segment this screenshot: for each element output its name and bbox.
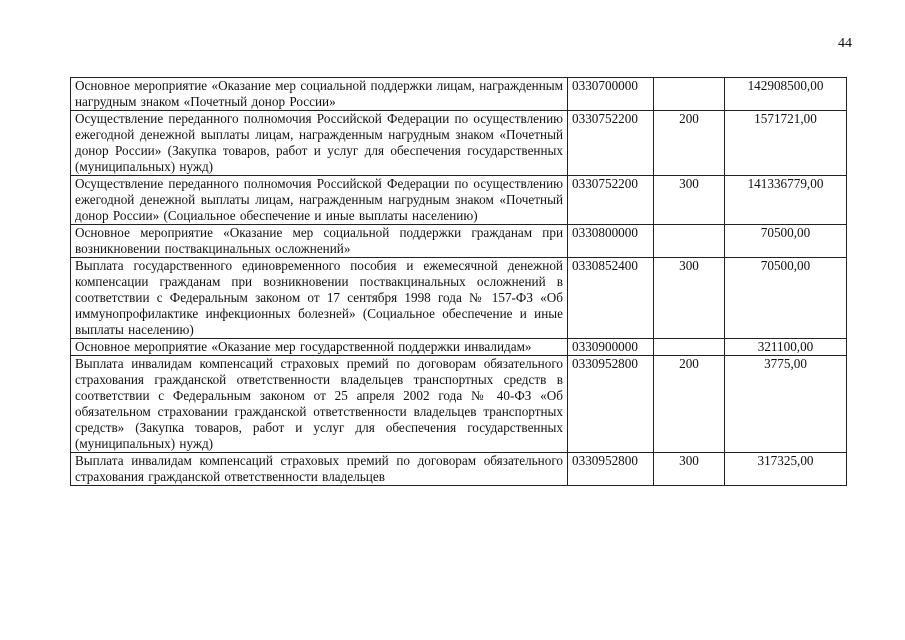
row-name-cell: Выплата государственного единовременного пособия и ежемесячной денежной компенсации гражданам при возникновении поствакцинальных осложнений в соответствии с Федеральным законом от 17 сентября 1998 года № 157-ФЗ «Об иммунопрофилактике инфекционных болезней» (Социальное обеспечение и иные выплаты населению) — [71, 258, 568, 339]
row-code-cell: 0330700000 — [568, 78, 654, 111]
row-type-cell — [654, 225, 725, 258]
row-code-cell: 0330752200 — [568, 111, 654, 176]
row-type-cell — [654, 339, 725, 356]
table-row — [71, 225, 847, 258]
table-row — [71, 339, 847, 356]
row-code-cell: 0330952800 — [568, 453, 654, 486]
page-number: 44 — [838, 36, 852, 51]
row-type-cell: 300 — [654, 453, 725, 486]
row-code-cell: 0330852400 — [568, 258, 654, 339]
row-name-cell: Основное мероприятие «Оказание мер государственной поддержки инвалидам» — [71, 339, 568, 356]
budget-table — [70, 77, 847, 486]
table-row — [71, 111, 847, 176]
row-amount-cell: 141336779,00 — [725, 176, 847, 225]
row-code-cell: 0330952800 — [568, 356, 654, 453]
row-type-cell: 200 — [654, 111, 725, 176]
row-amount-cell: 70500,00 — [725, 225, 847, 258]
row-type-cell: 300 — [654, 258, 725, 339]
row-name-cell: Выплата инвалидам компенсаций страховых премий по договорам обязательного страхования гражданской ответственности владельцев транспортных средств в соответствии с Федеральным законом от 25 апреля 2002 года № 40-ФЗ «Об обязательном страховании гражданской ответственности владельцев транспортных средств» (Закупка товаров, работ и услуг для обеспечения государственных (муниципальных) нужд) — [71, 356, 568, 453]
row-amount-cell: 317325,00 — [725, 453, 847, 486]
row-code-cell: 0330900000 — [568, 339, 654, 356]
row-amount-cell: 321100,00 — [725, 339, 847, 356]
row-name-cell: Выплата инвалидам компенсаций страховых премий по договорам обязательного страхования гражданской ответственности владельцев — [71, 453, 568, 486]
table-row — [71, 78, 847, 111]
row-amount-cell: 3775,00 — [725, 356, 847, 453]
row-amount-cell: 142908500,00 — [725, 78, 847, 111]
table-row — [71, 356, 847, 453]
row-amount-cell: 70500,00 — [725, 258, 847, 339]
table-row — [71, 176, 847, 225]
row-type-cell: 200 — [654, 356, 725, 453]
row-code-cell: 0330752200 — [568, 176, 654, 225]
row-name-cell: Осуществление переданного полномочия Российской Федерации по осуществлению ежегодной денежной выплаты лицам, награжденным нагрудным знаком «Почетный донор России» (Закупка товаров, работ и услуг для обеспечения государственных (муниципальных) нужд) — [71, 111, 568, 176]
table-row — [71, 258, 847, 339]
row-name-cell: Основное мероприятие «Оказание мер социальной поддержки гражданам при возникновении поствакцинальных осложнений» — [71, 225, 568, 258]
row-code-cell: 0330800000 — [568, 225, 654, 258]
row-type-cell: 300 — [654, 176, 725, 225]
row-name-cell: Осуществление переданного полномочия Российской Федерации по осуществлению ежегодной денежной выплаты лицам, награжденным нагрудным знаком «Почетный донор России» (Социальное обеспечение и иные выплаты населению) — [71, 176, 568, 225]
row-name-cell: Основное мероприятие «Оказание мер социальной поддержки лицам, награжденным нагрудным знаком «Почетный донор России» — [71, 78, 568, 111]
table-row — [71, 453, 847, 486]
row-amount-cell: 1571721,00 — [725, 111, 847, 176]
row-type-cell — [654, 78, 725, 111]
